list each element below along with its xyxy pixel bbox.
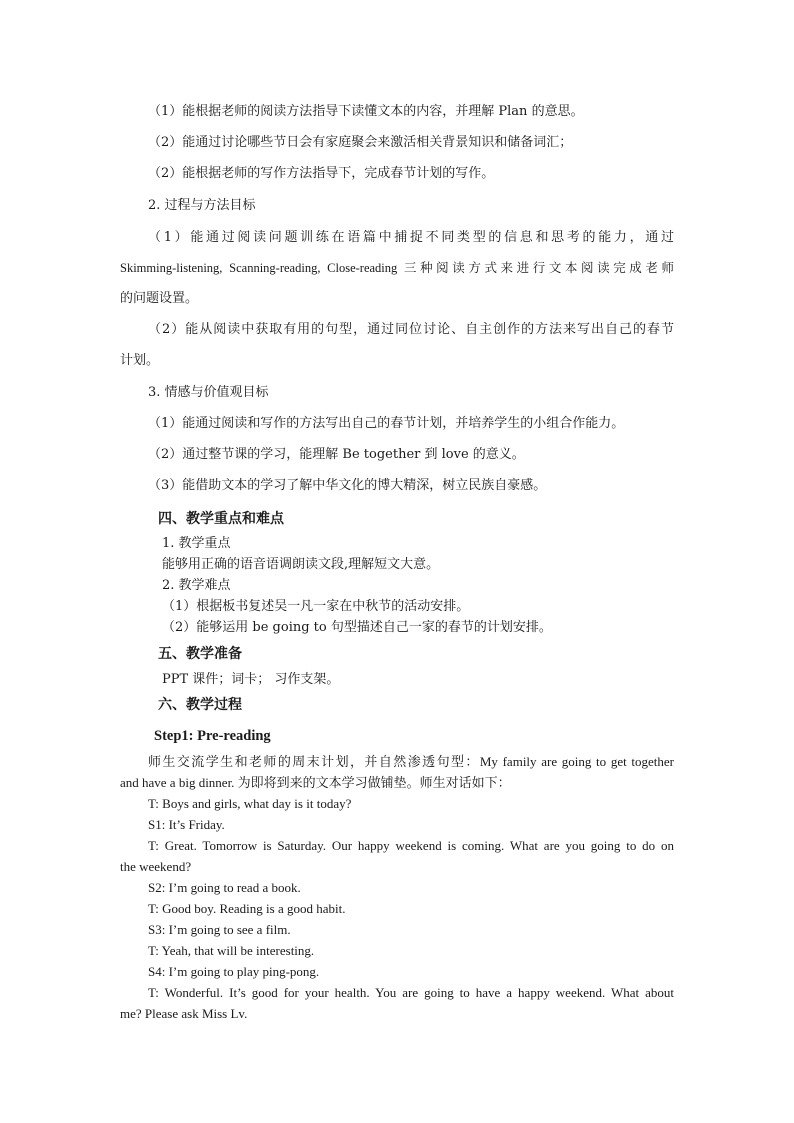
objective-line: （3）能借助文本的学习了解中华文化的博大精深，树立民族自豪感。	[148, 478, 547, 493]
step-heading: Step1: Pre-reading	[154, 728, 271, 744]
dialogue-line: T: Wonderful. It’s good for your health. You are going to have a happy weekend. What about	[148, 985, 674, 1000]
dialogue-line: T: Great. Tomorrow is Saturday. Our happy weekend is coming. What are you going to do on	[148, 838, 674, 853]
sub-heading: 2. 教学难点	[162, 578, 231, 593]
section-subtitle: 3. 情感与价值观目标	[148, 385, 269, 400]
paragraph-line: Skimming-listening, Scanning-reading, Close-reading 三种阅读方式来进行文本阅读完成老师	[120, 261, 674, 275]
section-heading: 六、教学过程	[158, 697, 242, 713]
body-text: PPT 课件；词卡； 习作支架。	[162, 672, 340, 687]
body-text: 能够用正确的语音语调朗读文段,理解短文大意。	[162, 557, 440, 572]
dialogue-line: S2: I’m going to read a book.	[148, 880, 301, 895]
dialogue-line: T: Yeah, that will be interesting.	[148, 943, 315, 958]
sub-heading: 1. 教学重点	[162, 536, 231, 551]
paragraph-line: 师生交流学生和老师的周末计划，并自然渗透句型：My family are going to get together	[148, 754, 674, 769]
dialogue-line: S1: It’s Friday.	[148, 817, 225, 832]
paragraph-line: 计划。	[120, 353, 160, 368]
paragraph-line: 的问题设置。	[120, 291, 199, 306]
dialogue-line: T: Boys and girls, what day is it today?	[148, 796, 352, 811]
objective-line: （2）能根据老师的写作方法指导下，完成春节计划的写作。	[148, 166, 495, 181]
dialogue-line: S3: I’m going to see a film.	[148, 922, 291, 937]
dialogue-line: T: Good boy. Reading is a good habit.	[148, 901, 346, 916]
section-subtitle: 2. 过程与方法目标	[148, 198, 256, 213]
objective-line: （1）能根据老师的阅读方法指导下读懂文本的内容，并理解 Plan 的意思。	[148, 104, 584, 119]
paragraph-line: （2）能从阅读中获取有用的句型，通过同位讨论、自主创作的方法来写出自己的春节	[148, 322, 674, 337]
paragraph-line: （1）能通过阅读问题训练在语篇中捕捉不同类型的信息和思考的能力，通过	[148, 230, 674, 245]
section-heading: 四、教学重点和难点	[158, 511, 284, 527]
paragraph-line: and have a big dinner. 为即将到来的文本学习做铺垫。师生对话如下：	[120, 775, 511, 790]
dialogue-line: the weekend?	[120, 859, 192, 874]
objective-line: （1）能通过阅读和写作的方法写出自己的春节计划，并培养学生的小组合作能力。	[148, 416, 625, 431]
dialogue-line: S4: I’m going to play ping-pong.	[148, 964, 320, 979]
list-item: （2）能够运用 be going to 句型描述自己一家的春节的计划安排。	[162, 620, 552, 635]
list-item: （1）根据板书复述吴一凡一家在中秋节的活动安排。	[162, 599, 470, 614]
dialogue-line: me? Please ask Miss Lv.	[120, 1006, 248, 1021]
objective-line: （2）通过整节课的学习，能理解 Be together 到 love 的意义。	[148, 447, 525, 462]
objective-line: （2）能通过讨论哪些节日会有家庭聚会来激活相关背景知识和储备词汇；	[148, 135, 573, 150]
section-heading: 五、教学准备	[158, 646, 242, 662]
